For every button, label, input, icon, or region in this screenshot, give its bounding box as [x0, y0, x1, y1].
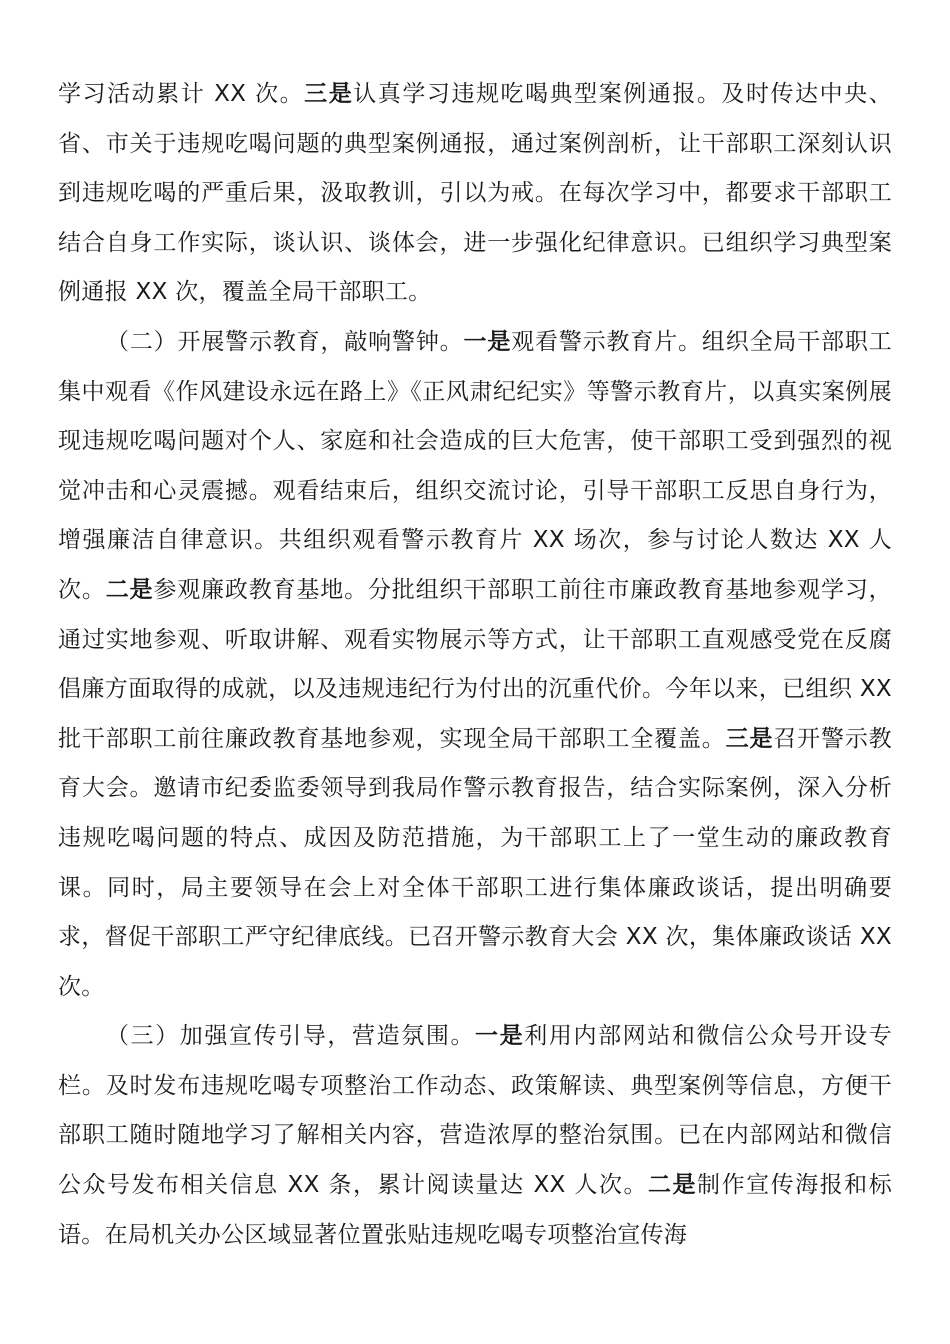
paragraph-3: [58, 1012, 892, 1260]
paragraph-2: [58, 318, 892, 1012]
text-run: 利用内部网站和微信公众号开设专栏。及时发布违规吃喝专项整治工作动态、政策解读、典型案例等信息，方便干部职工随时随地学习了解相关内容，营造浓厚的整治氛围。已在内部网站和微信公众号发布相关信息 XX 条，累计阅读量达 XX 人次。: [58, 1023, 893, 1199]
bold-marker-yi-shi: 一是: [475, 1023, 525, 1050]
paragraph-1: [58, 70, 892, 318]
document-body: [58, 70, 892, 1260]
section-heading-2: （二）开展警示教育，敲响警钟。: [106, 328, 464, 355]
text-run: 观看警示教育片。组织全局干部职工集中观看《作风建设永远在路上》《正风肃纪纪实》等警示教育片，以真实案例展现违规吃喝问题对个人、家庭和社会造成的巨大危害，使干部职工受到强烈的视觉冲击和心灵震撼。观看结束后，组织交流讨论，引导干部职工反思自身行为，增强廉洁自律意识。共组织观看警示教育片 XX 场次，参与讨论人数达 XX 人次。: [58, 328, 892, 603]
text-run: 学习活动累计 XX 次。: [58, 81, 305, 107]
bold-marker-san-shi: 三是: [304, 81, 354, 107]
bold-marker-san-shi: 三是: [725, 725, 774, 752]
text-run: 参观廉政教育基地。分批组织干部职工前往市廉政教育基地参观学习，通过实地参观、听取讲解、观看实物展示等方式，让干部职工直观感受党在反腐倡廉方面取得的成就，以及违规违纪行为付出的沉重代价。今年以来，已组织 XX 批干部职工前往廉政教育基地参观，实现全局干部职工全覆盖。: [58, 576, 892, 752]
text-run: 召开警示教育大会。邀请市纪委监委领导到我局作警示教育报告，结合实际案例，深入分析违规吃喝问题的特点、成因及防范措施，为干部职工上了一堂生动的廉政教育课。同时，局主要领导在会上对全体干部职工进行集体廉政谈话，提出明确要求，督促干部职工严守纪律底线。已召开警示教育大会 XX 次，集体廉政谈话 XX 次。: [58, 725, 892, 1000]
section-heading-3: （三）加强宣传引导，营造氛围。: [106, 1023, 476, 1050]
text-run: 认真学习违规吃喝典型案例通报。及时传达中央、省、市关于违规吃喝问题的典型案例通报，通过案例剖析，让干部职工深刻认识到违规吃喝的严重后果，汲取教训，引以为戒。在每次学习中，都要求干部职工结合自身工作实际，谈认识、谈体会，进一步强化纪律意识。已组织学习典型案例通报 XX 次，覆盖全局干部职工。: [58, 81, 892, 306]
bold-marker-er-shi: 二是: [648, 1172, 698, 1199]
bold-marker-yi-shi: 一是: [463, 328, 512, 355]
bold-marker-er-shi: 二是: [105, 576, 154, 603]
text-run: 制作宣传海报和标语。在局机关办公区域显著位置张贴违规吃喝专项整治宣传海: [58, 1172, 892, 1248]
